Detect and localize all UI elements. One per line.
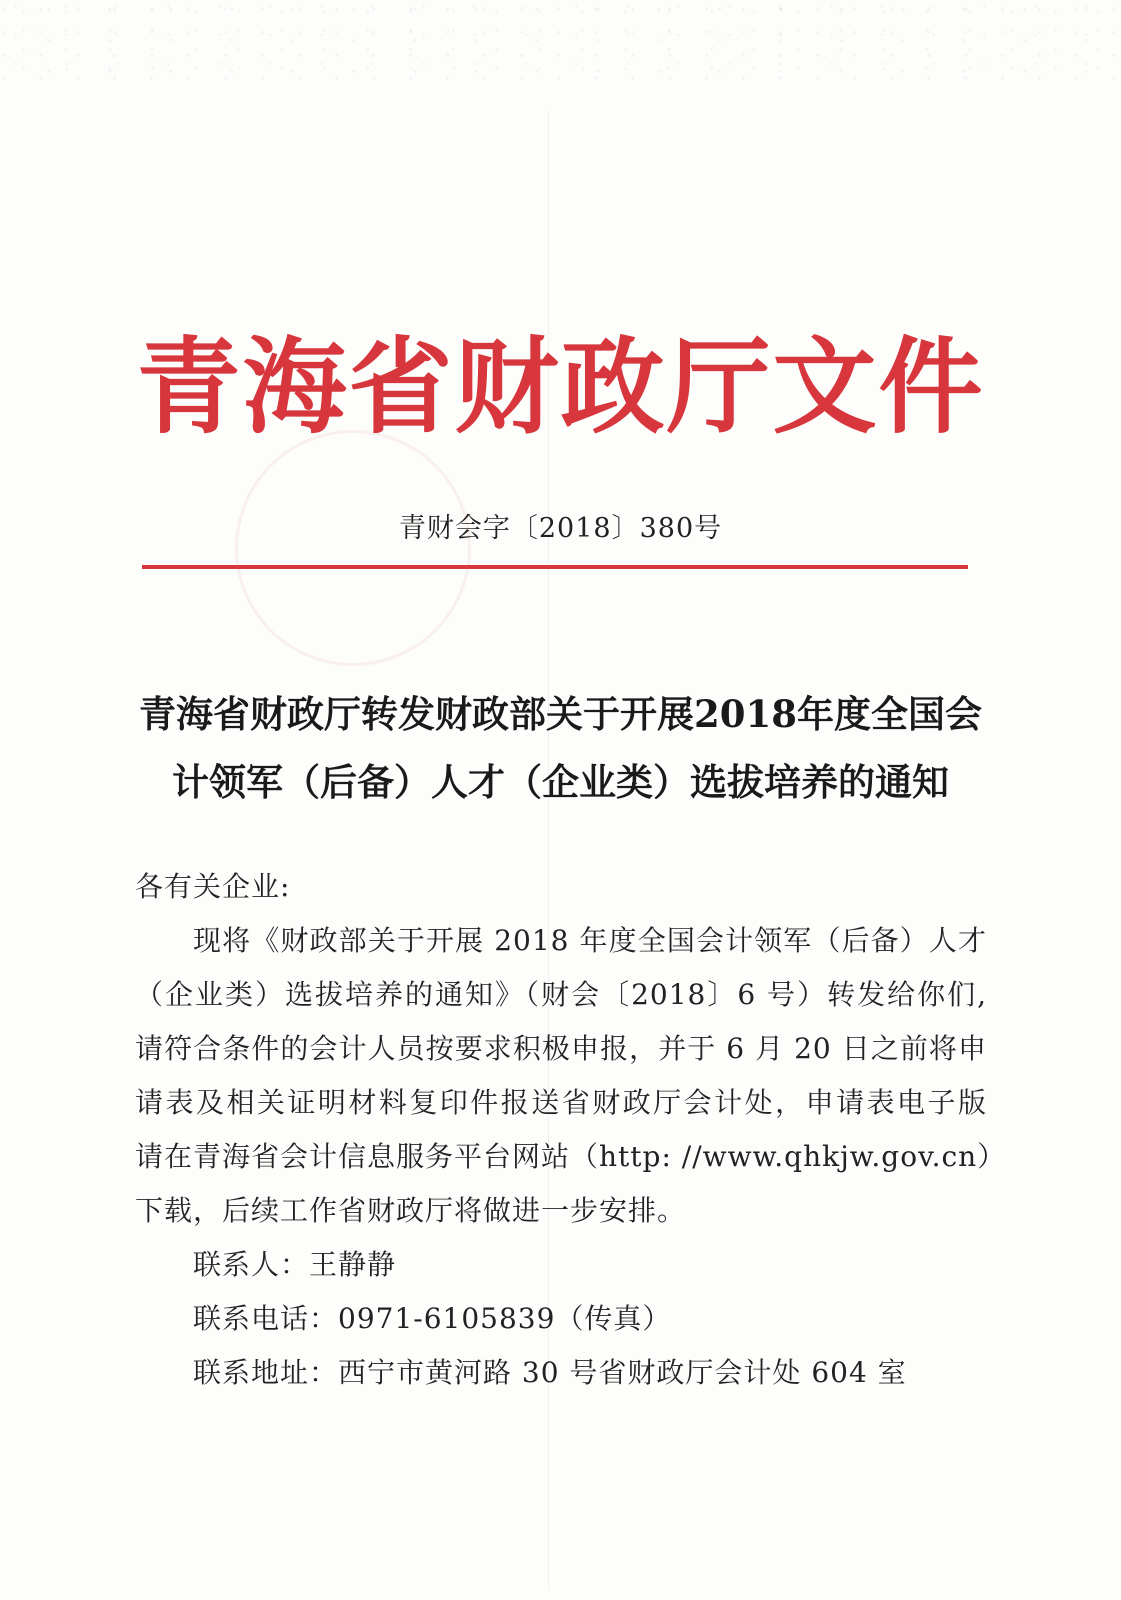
paragraph-line: 请表及相关证明材料复印件报送省财政厅会计处，申请表电子版 bbox=[135, 1086, 987, 1119]
contact-address: 联系地址：西宁市黄河路 30 号省财政厅会计处 604 室 bbox=[193, 1356, 907, 1389]
subject-line-1: 青海省财政厅转发财政部关于开展2018年度全国会 bbox=[139, 692, 982, 736]
document-header-title: 青海省财政厅文件 bbox=[136, 325, 985, 448]
salutation: 各有关企业: bbox=[135, 870, 291, 903]
bleed-through-stamp bbox=[235, 430, 471, 666]
paragraph-line: 下载，后续工作省财政厅将做进一步安排。 bbox=[135, 1194, 687, 1227]
contact-person: 联系人：王静静 bbox=[193, 1248, 397, 1281]
paragraph-line: 现将《财政部关于开展 2018 年度全国会计领军（后备）人才 bbox=[193, 924, 987, 957]
document-body bbox=[135, 860, 1007, 1400]
header-red-rule bbox=[142, 565, 968, 569]
subject-line-2: 计领军（后备）人才（企业类）选拔培养的通知 bbox=[172, 760, 949, 804]
document-subject bbox=[0, 680, 1121, 816]
contact-phone: 联系电话：0971-6105839（传真） bbox=[193, 1302, 672, 1335]
paragraph-line: 请符合条件的会计人员按要求积极申报，并于 6 月 20 日之前将申 bbox=[135, 1032, 987, 1065]
paragraph-line: （企业类）选拔培养的通知》（财会〔2018〕6 号）转发给你们, bbox=[135, 978, 987, 1011]
scan-noise bbox=[0, 0, 1121, 80]
paragraph-line: 请在青海省会计信息服务平台网站（http: //www.qhkjw.gov.cn） bbox=[135, 1140, 1007, 1173]
document-number: 青财会字〔2018〕380号 bbox=[398, 513, 723, 544]
